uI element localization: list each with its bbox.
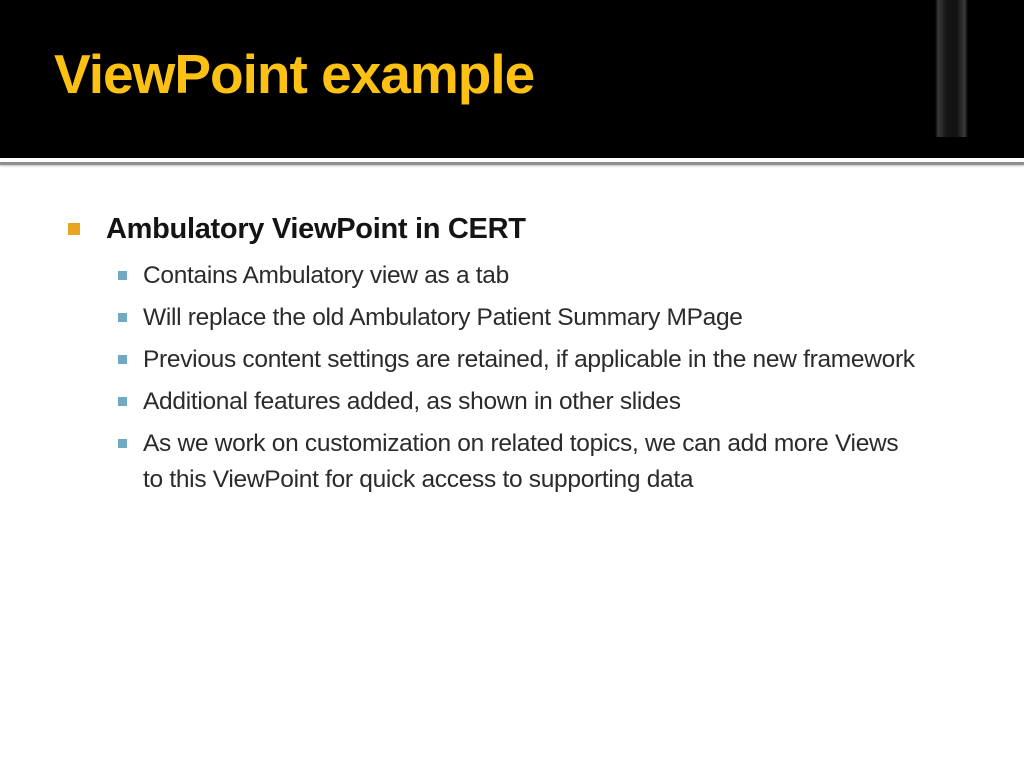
bullet-square-icon <box>118 355 127 364</box>
bullet-text: Additional features added, as shown in other slides <box>143 388 681 415</box>
bullet-item <box>118 258 968 294</box>
bullet-item <box>118 342 968 378</box>
bullet-text: Will replace the old Ambulatory Patient Summary MPage <box>143 304 743 331</box>
bullet-list <box>68 210 968 504</box>
bullet-square-icon <box>118 439 127 448</box>
bullet-text: Contains Ambulatory view as a tab <box>143 262 509 289</box>
bullet-square-icon <box>118 313 127 322</box>
bullet-item <box>118 300 968 336</box>
bullet-text: Previous content settings are retained, if applicable in the new framework <box>143 346 915 373</box>
bullet-square-icon <box>118 271 127 280</box>
slide-title: ViewPoint example <box>54 43 535 105</box>
bullet-item <box>118 426 968 498</box>
bullet-square-icon <box>118 397 127 406</box>
bullet-square-icon <box>68 223 80 235</box>
bullet-text: As we work on customization on related topics, we can add more Views to this ViewPoint for quick access to supporting data <box>143 430 899 493</box>
bullet-item-level1 <box>68 210 968 248</box>
divider-line <box>0 162 1024 165</box>
sub-bullet-list <box>118 258 968 498</box>
bullet-item <box>118 384 968 420</box>
title-banner <box>0 0 1024 158</box>
accent-bar <box>935 0 968 137</box>
bullet-text-level1: Ambulatory ViewPoint in CERT <box>106 213 526 245</box>
